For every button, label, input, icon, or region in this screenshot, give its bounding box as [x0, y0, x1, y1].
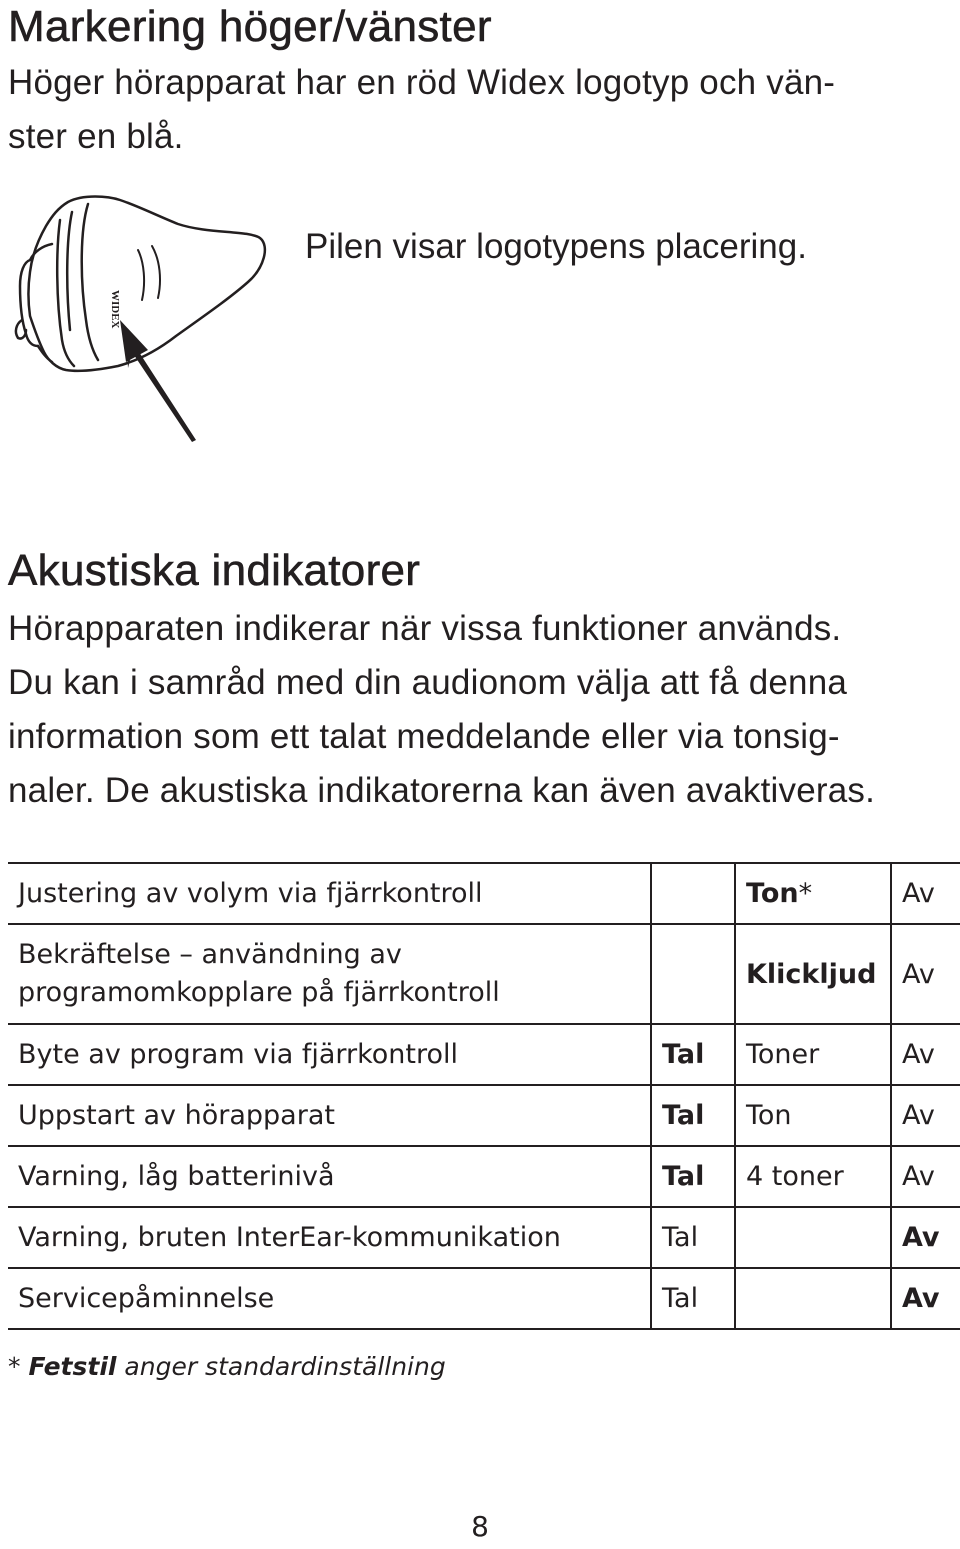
speech-cell: Tal: [651, 1207, 735, 1268]
function-cell: Bekräftelse – användning av programomkopplare på fjärrkontroll: [8, 924, 651, 1024]
tone-cell: Toner: [735, 1024, 891, 1085]
function-cell: Varning, låg batterinivå: [8, 1146, 651, 1207]
table-row: [8, 1268, 960, 1329]
left-right-description: [8, 56, 958, 164]
description-line: Hörapparaten indikerar när vissa funktioner används.: [8, 609, 842, 648]
function-cell: Uppstart av hörapparat: [8, 1085, 651, 1146]
speech-cell: [651, 863, 735, 924]
tone-cell: Ton*: [735, 863, 891, 924]
tone-cell: [735, 1268, 891, 1329]
speech-cell: Tal: [651, 1024, 735, 1085]
table-row: [8, 1207, 960, 1268]
function-cell: Servicepåminnelse: [8, 1268, 651, 1329]
function-cell: Byte av program via fjärrkontroll: [8, 1024, 651, 1085]
off-cell: Av: [891, 1207, 960, 1268]
description-line: ster en blå.: [8, 117, 184, 156]
speech-cell: Tal: [651, 1085, 735, 1146]
table-row: [8, 1024, 960, 1085]
table-row: [8, 1146, 960, 1207]
description-line: Du kan i samråd med din audionom välja att få denna: [8, 663, 848, 702]
footnote: * Fetstil anger standardinställning: [8, 1352, 446, 1381]
off-cell: Av: [891, 1268, 960, 1329]
tone-cell: 4 toner: [735, 1146, 891, 1207]
description-line: information som ett talat meddelande eller via tonsig-: [8, 717, 840, 756]
tone-cell: Klickljud: [735, 924, 891, 1024]
widex-logo: WIDEX: [109, 290, 121, 329]
table-row: [8, 924, 960, 1024]
hearing-aid-illustration: [8, 190, 278, 460]
speech-cell: Tal: [651, 1268, 735, 1329]
tone-cell: [735, 1207, 891, 1268]
speech-cell: Tal: [651, 1146, 735, 1207]
table-row: [8, 1085, 960, 1146]
off-cell: Av: [891, 863, 960, 924]
off-cell: Av: [891, 1085, 960, 1146]
heading-left-right-marking: Markering höger/vänster: [8, 2, 492, 51]
description-line: Höger hörapparat har en röd Widex logotyp och vän-: [8, 63, 836, 102]
table-row: [8, 863, 960, 924]
tone-cell: Ton: [735, 1085, 891, 1146]
off-cell: Av: [891, 924, 960, 1024]
speech-cell: [651, 924, 735, 1024]
description-line: naler. De akustiska indikatorerna kan även avaktiveras.: [8, 771, 876, 810]
heading-acoustic-indicators: Akustiska indikatorer: [8, 546, 421, 595]
function-cell: Varning, bruten InterEar-kommunikation: [8, 1207, 651, 1268]
logo-position-caption: Pilen visar logotypens placering.: [305, 227, 807, 266]
indicator-table: [8, 862, 960, 1330]
off-cell: Av: [891, 1146, 960, 1207]
page-number: 8: [471, 1510, 489, 1543]
function-cell: Justering av volym via fjärrkontroll: [8, 863, 651, 924]
off-cell: Av: [891, 1024, 960, 1085]
acoustic-indicators-description: [8, 602, 958, 818]
